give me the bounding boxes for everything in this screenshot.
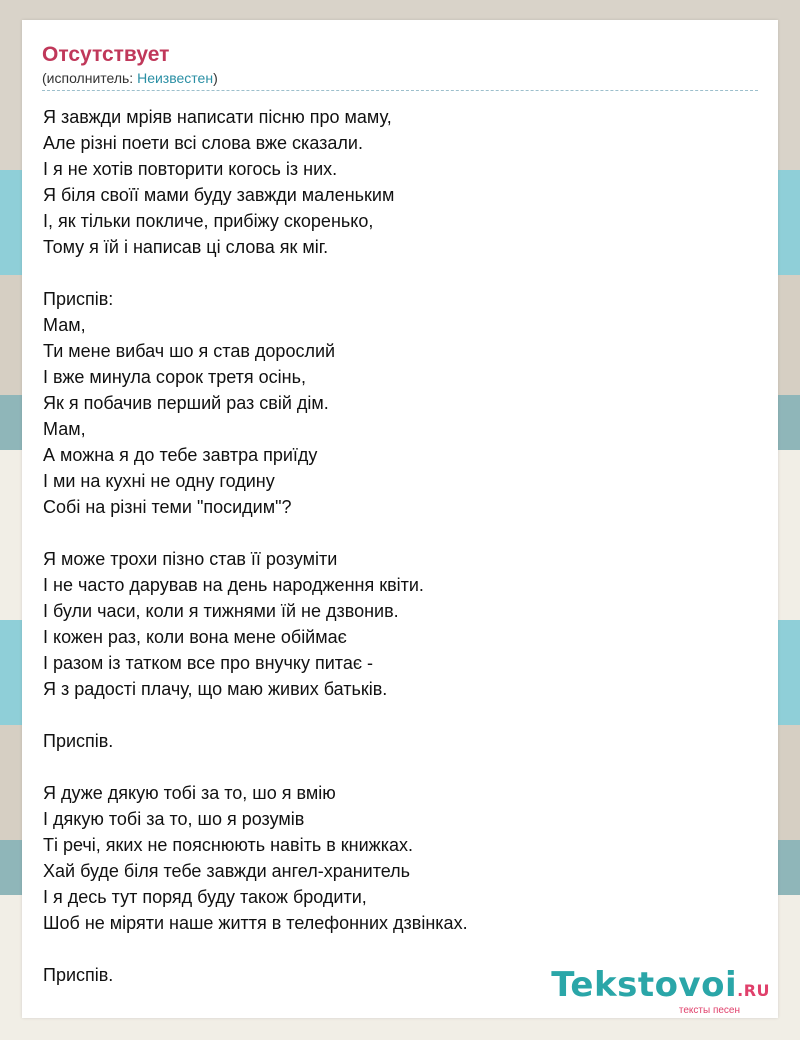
lyrics-card [22,20,778,1018]
artist-line [42,68,758,88]
song-header [42,42,758,91]
artist-link[interactable]: Неизвестен [137,70,214,86]
logo-wordmark [551,967,770,1009]
logo-tagline: тексты песен [678,1005,740,1016]
artist-prefix: (исполнитель: [42,70,138,86]
song-title: Отсутствует [42,43,170,66]
logo-name: Tekstovoi [551,965,738,1005]
lyrics-text: Я завжди мріяв написати пісню про маму, Але різні поети всі слова вже сказали. І я не хотів повторити когось із них. Я біля своїї мами буду завжди маленьким І, як тільки покличе, прибіжу скоренько, Тому я їй і написав ці слова як міг. Приспів: Мам, Ти мене вибач шо я став дорослий І вже минула сорок третя осінь, Як я побачив перший раз свій дім. Мам, А можна я до тебе завтра приїду І ми на кухні не одну годину Собі на різні теми "посидим"? Я може трохи пізно став її розуміти І не часто дарував на день народження квіти. І були часи, коли я тижнями їй не дзвонив. І кожен раз, коли вона мене обіймає І разом із татком все про внучку питає - Я з радості плачу, що маю живих батьків. Приспів. Я дуже дякую тобі за то, шо я вмію І дякую тобі за то, шо я розумів Ті речі, яких не пояснюють навіть в книжках. Хай буде біля тебе завжди ангел-хранитель І я десь тут поряд буду також бродити, Шоб не міряти наше життя в телефонних дзвінках. Приспів. [43,107,468,985]
site-logo[interactable] [551,967,770,1016]
artist-suffix: ) [213,70,218,86]
logo-tld: .RU [737,981,770,1000]
